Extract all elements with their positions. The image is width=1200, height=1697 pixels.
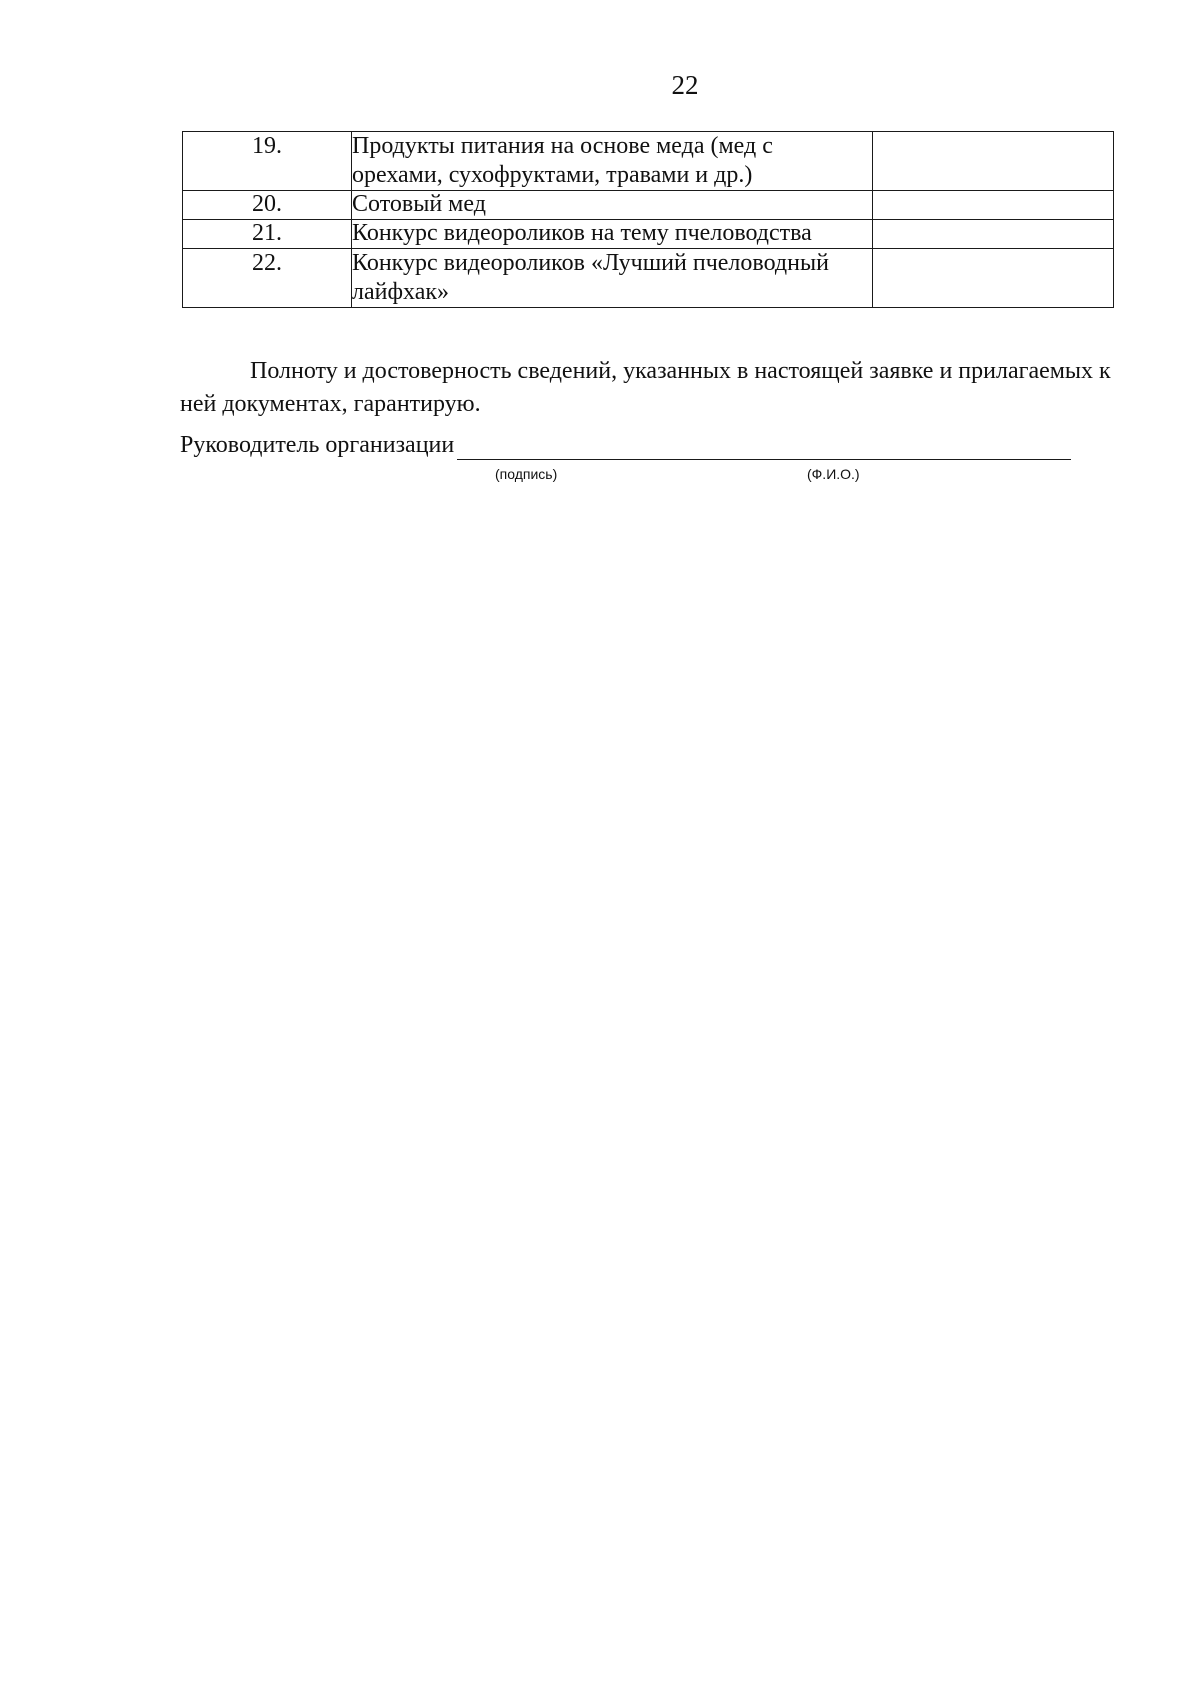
items-table <box>182 131 1114 308</box>
fio-caption: (Ф.И.О.) <box>807 466 860 482</box>
row-number: 19. <box>183 132 352 191</box>
signature-label: Руководитель организации <box>180 432 455 458</box>
row-name <box>352 132 873 191</box>
row-extra-cell <box>873 191 1114 220</box>
row-name-line: Сотовый мед <box>352 191 486 217</box>
signature-caption: (подпись) <box>495 466 558 482</box>
table-row <box>183 220 1114 249</box>
guarantee-statement: Полноту и достоверность сведений, указанных в настоящей заявке и прилагаемых к ней документах, гарантирую. <box>180 358 1111 417</box>
row-name-line: Продукты питания на основе меда (мед с <box>352 133 773 159</box>
row-name-line: Конкурс видеороликов на тему пчеловодства <box>352 220 812 246</box>
row-extra-cell <box>873 220 1114 249</box>
row-name-line: Конкурс видеороликов «Лучший пчеловодный <box>352 250 829 276</box>
row-number: 22. <box>183 249 352 308</box>
row-extra-cell <box>873 132 1114 191</box>
table-row <box>183 249 1114 308</box>
row-extra-cell <box>873 249 1114 308</box>
row-number: 20. <box>183 191 352 220</box>
row-name <box>352 191 873 220</box>
signature-block <box>180 432 454 459</box>
signature-rule <box>457 459 1071 460</box>
table-row <box>183 132 1114 191</box>
row-name <box>352 220 873 249</box>
row-name-line: лайфхак» <box>352 279 450 305</box>
page-number: 22 <box>671 70 699 100</box>
row-name-line: орехами, сухофруктами, травами и др.) <box>352 162 753 188</box>
row-number: 21. <box>183 220 352 249</box>
table-row <box>183 191 1114 220</box>
row-name <box>352 249 873 308</box>
